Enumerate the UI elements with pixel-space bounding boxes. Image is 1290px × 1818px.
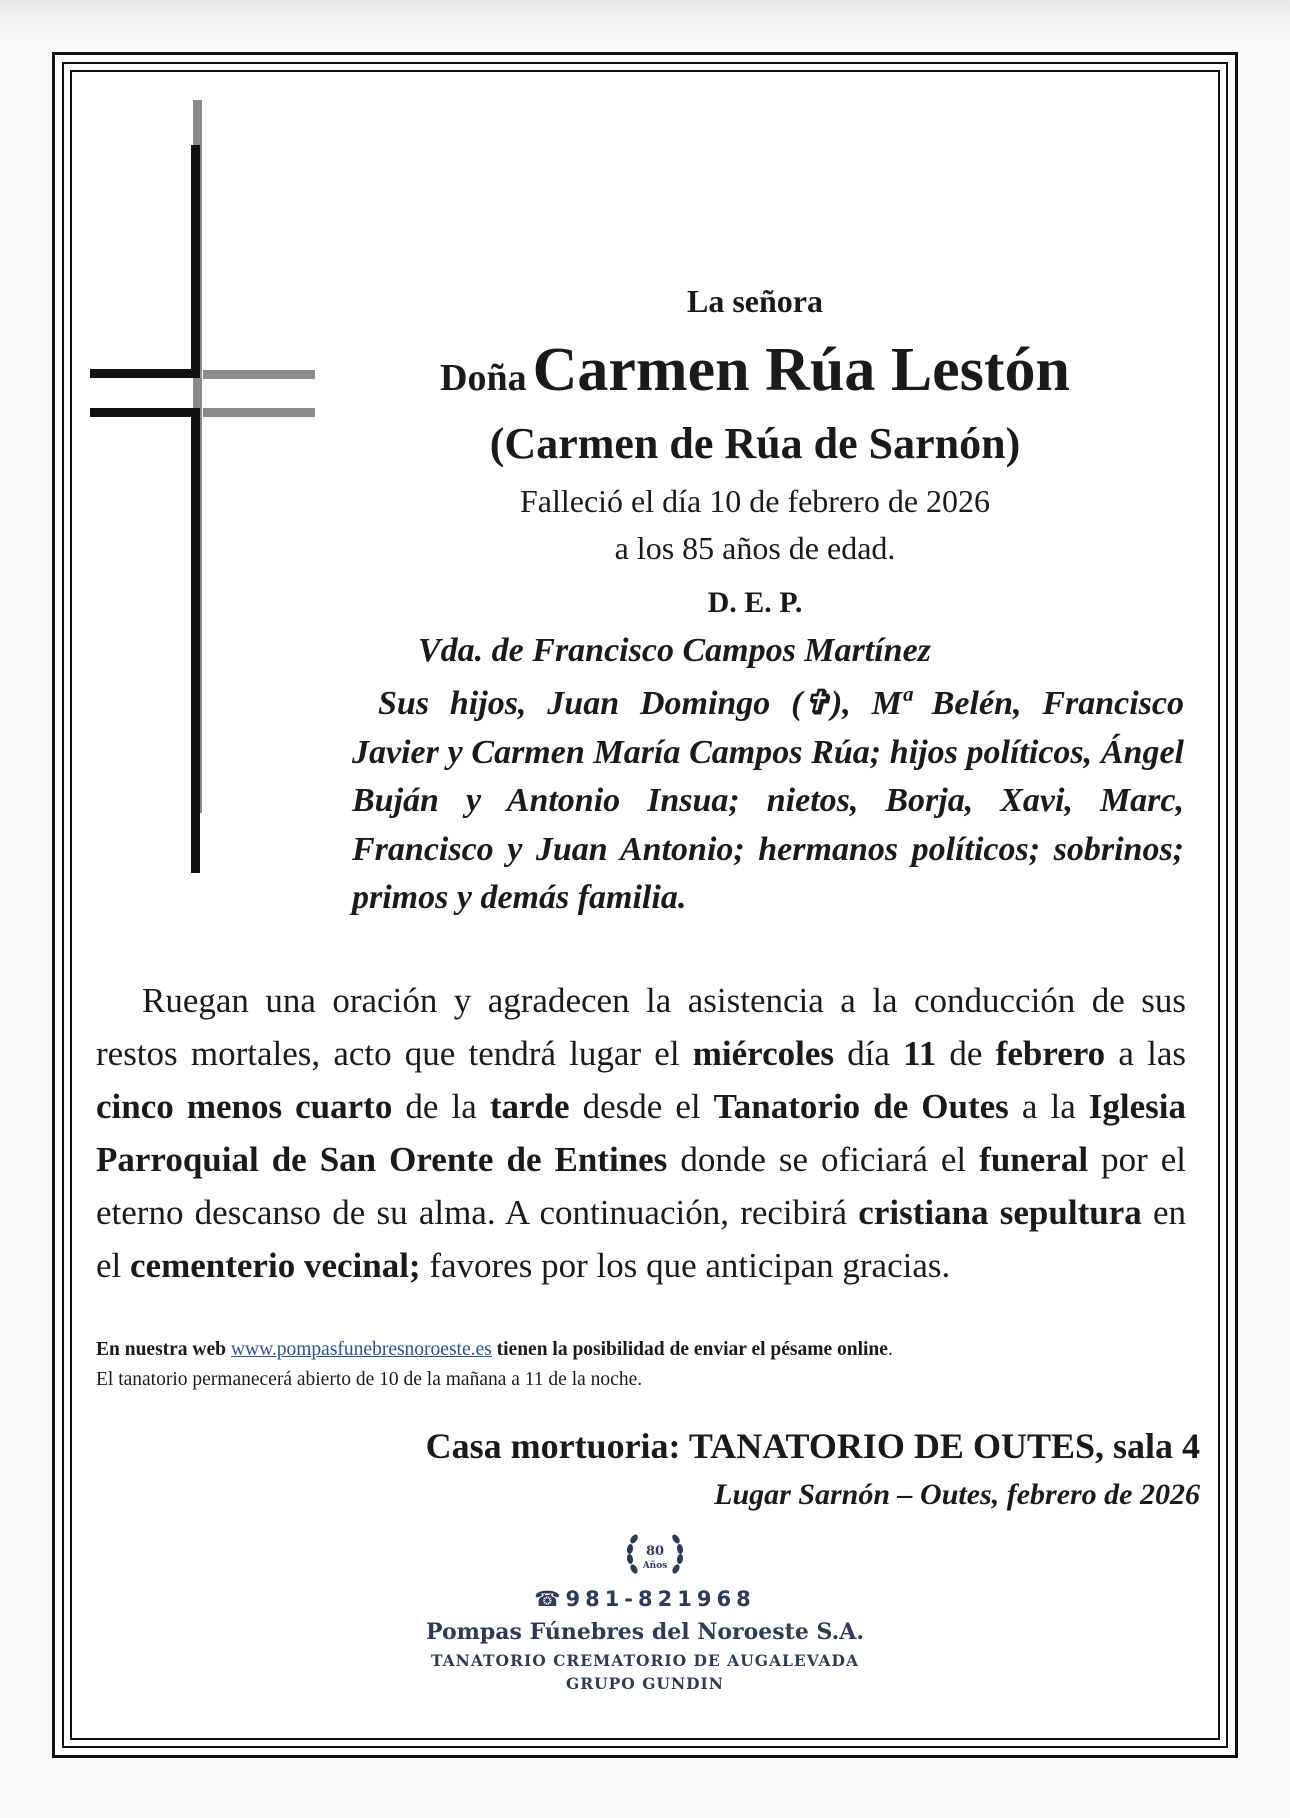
phone-number[interactable]: 981-821968 <box>565 1587 756 1611</box>
age-line: a los 85 años de edad. <box>614 530 896 566</box>
deceased-name-line <box>340 335 1170 413</box>
deceased-name: Carmen Rúa Lestón <box>532 336 1070 404</box>
widow-line: Vda. de Francisco Campos Martínez <box>418 632 931 669</box>
80-years-logo <box>624 1525 686 1587</box>
rip-mark: D. E. P. <box>707 586 803 619</box>
cross-icon <box>90 100 330 880</box>
place-date-line: Lugar Sarnón – Outes, febrero de 2026 <box>714 1478 1200 1511</box>
title-prefix: La señora <box>687 283 823 319</box>
condolence-note: En nuestra web www.pompasfunebresnoroeste.es tienen la posibilidad de enviar el pésame online. <box>96 1339 893 1360</box>
group-name: GRUPO GUNDIN <box>566 1674 724 1693</box>
phone-icon: ☎ <box>534 1587 566 1611</box>
deceased-alias: (Carmen de Rúa de Sarnón) <box>489 419 1021 468</box>
logo-word: Años <box>642 1561 668 1571</box>
opening-hours-note: El tanatorio permanecerá abierto de 10 de la mañana a 11 de la noche. <box>96 1369 643 1390</box>
honorific: Doña <box>440 357 527 399</box>
crematorium-name: TANATORIO CREMATORIO DE AUGALEVADA <box>430 1651 860 1670</box>
family-list: Sus hijos, Juan Domingo (✞), Mª Belén, Francisco Javier y Carmen María Campos Rúa; hijos políticos, Ángel Buján y Antonio Insua; nietos, Borja, Xavi, Marc, Francisco y Juan Antonio; hermanos políticos; sobrinos; primos y demás familia. <box>352 685 1184 916</box>
funeral-home-line: Casa mortuoria: TANATORIO DE OUTES, sala 4 <box>425 1426 1200 1466</box>
service-announcement: Ruegan una oración y agradecen la asistencia a la conducción de sus restos mortales, acto que tendrá lugar el miércoles día 11 de febrero a las cinco menos cuarto de la tarde desde el Tanatorio de Outes a la Iglesia Parroquial de San Orente de Entines donde se oficiará el funeral por el eterno descanso de su alma. A continuación, recibirá cristiana sepultura en el cementerio vecinal; favores por los que anticipan gracias. <box>96 981 1187 1285</box>
death-date: Falleció el día 10 de febrero de 2026 <box>519 483 991 519</box>
logo-number: 80 <box>645 1544 665 1559</box>
website-link[interactable]: www.pompasfunebresnoroeste.es <box>230 1339 492 1360</box>
phone-line <box>345 1587 945 1611</box>
company-name: Pompas Fúnebres del Noroeste S.A. <box>426 1619 864 1645</box>
